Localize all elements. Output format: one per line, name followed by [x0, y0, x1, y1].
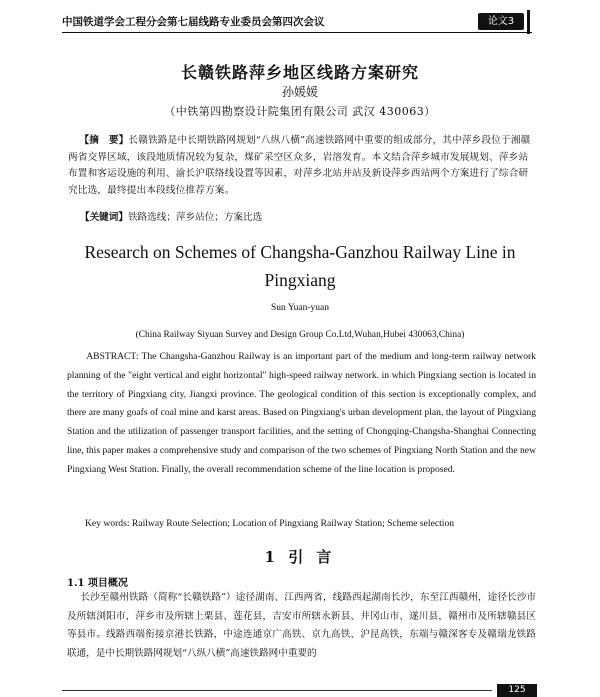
- english-abstract-label: ABSTRACT:: [86, 351, 139, 362]
- header-rule: [62, 32, 532, 33]
- chinese-title: 长赣铁路萍乡地区线路方案研究: [180, 63, 419, 82]
- english-affiliation: (China Railway Siyuan Survey and Design Group Co.Ltd,Wuhan,Hubei 430063,China): [135, 330, 465, 340]
- chinese-abstract-text: 长赣铁路是中长期铁路网规划“八纵八横”高速铁路网中重要的组成部分，其中萍乡段位于湘赣两省交界区域，该段地质情况较为复杂，煤矿采空区众多，岩溶发育。本文结合萍乡城市发展规划、萍乡站布置和客运设施的利用、渝长沪联络线设置等因素，对萍乡北站并站及新设萍乡西站两个方案进行了综合研究比选，最终提出本段线位推荐方案。: [68, 135, 531, 196]
- running-header: 中国铁道学会工程分会第七届线路专业委员会第四次会议: [62, 16, 325, 28]
- chinese-keywords: [80, 210, 536, 226]
- badge-rule: [527, 10, 530, 34]
- footer-rule: [62, 690, 492, 691]
- english-keywords-text: Railway Route Selection; Location of Pingxiang Railway Station; Scheme selection: [131, 518, 455, 529]
- section-body-text: 长沙至赣州铁路（简称“长赣铁路”）途径湖南、江西两省，线路西起湖南长沙，东至江西赣州，途径长沙市及所辖浏阳市，萍乡市及所辖上栗县、莲花县，吉安市所辖永新县、井冈山市、遂川县，赣州市及所辖赣县区等县市。线路西端衔接京港长铁路，中途连通京广高铁、京九高铁、沪昆高铁，东端与赣深客专及赣瑞龙铁路联通，是中长期铁路网规划“八纵八横”高速铁路网中重要的: [67, 592, 536, 659]
- chinese-keywords-text: 铁路选线；萍乡站位；方案比选: [127, 212, 263, 223]
- chinese-abstract-label: 【摘 要】: [79, 135, 129, 146]
- english-keywords: [85, 518, 536, 529]
- chinese-affiliation: （中铁第四勘察设计院集团有限公司 武汉 430063）: [164, 105, 436, 118]
- chinese-author: 孙媛媛: [281, 85, 318, 99]
- english-title: Research on Schemes of Changsha-Ganzhou Railway Line in Pingxiang: [84, 242, 516, 290]
- section-heading: 1 引 言: [264, 548, 336, 566]
- chinese-abstract: [68, 133, 536, 199]
- paper-badge: 论文3: [478, 13, 524, 30]
- chinese-keywords-label: 【关键词】: [80, 212, 128, 223]
- english-author: Sun Yuan-yuan: [271, 303, 329, 313]
- english-abstract: [67, 348, 536, 480]
- english-keywords-label: Key words:: [85, 518, 130, 529]
- subsection-heading: 1.1 项目概况: [67, 578, 128, 589]
- english-abstract-text: The Changsha-Ganzhou Railway is an important part of the medium and long-term railway network planning of the "eight vertical and eight horizontal" high-speed railway network. in which Pingxiang section is located in the territory of Pingxiang city, Jiangxi province. The geological condition of this section is exceptionally complex, and there are many goafs of coal mine and karst areas. Based on Pingxiang's urban development plan, the layout of Pingxiang Station and the utilization of passenger transport facilities, and the setting of Chongqing-Changsha-Shanghai Connecting line, this paper makes a comprehensive study and comparison of the two schemes of Pingxiang North Station and the new Pingxiang West Station. Finally, the overall recommendation scheme of the line location is proposed.: [67, 351, 536, 475]
- page-number: 125: [497, 684, 537, 697]
